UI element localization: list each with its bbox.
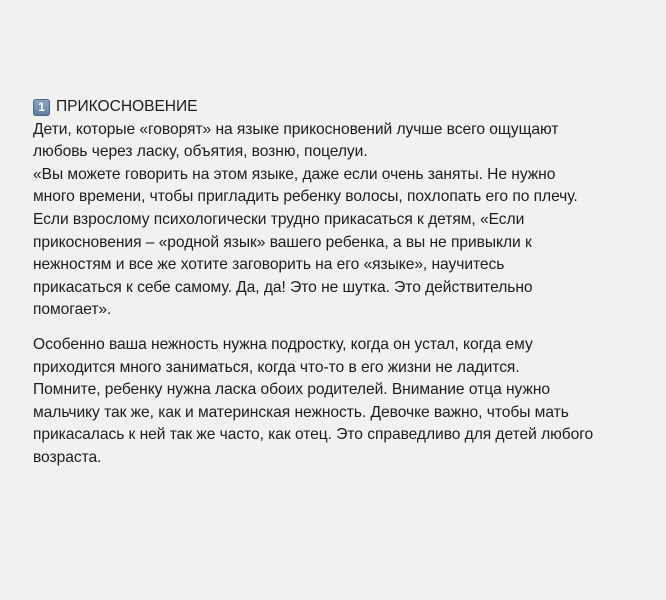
text-line: любовь через ласку, объятия, возню, поцелуи. (33, 143, 368, 161)
text-line: Дети, которые «говорят» на языке прикосновений лучше всего ощущают (33, 120, 559, 138)
paragraph-2 (33, 334, 653, 470)
text-line: «Вы можете говорить на этом языке, даже если очень заняты. Не нужно (33, 165, 556, 183)
text-line: нежностям и все же хотите заговорить на его «языке», научитесь (33, 256, 505, 274)
text-line: помогает». (33, 301, 112, 319)
text-line: Особенно ваша нежность нужна подростку, когда он устал, когда ему (33, 335, 533, 353)
text-line: прикосновения – «родной язык» вашего ребенка, а вы не привыкли к (33, 233, 532, 251)
text-line: приходится много заниматься, когда что-то в его жизни не ладится. (33, 358, 520, 376)
section-title: ПРИКОСНОВЕНИЕ (56, 98, 198, 115)
text-line: прикасаться к себе самому. Да, да! Это не шутка. Это действительно (33, 278, 533, 296)
section-heading (33, 96, 653, 119)
keycap-digit-one-icon: 1 (33, 99, 50, 116)
text-line: Если взрослому психологически трудно прикасаться к детям, «Если (33, 210, 525, 228)
text-line: прикасалась к ней так же часто, как отец. Это справедливо для детей любого (33, 426, 594, 444)
text-line: Помните, ребенку нужна ласка обоих родителей. Внимание отца нужно (33, 381, 551, 399)
text-line: много времени, чтобы пригладить ребенку волосы, похлопать его по плечу. (33, 188, 578, 206)
text-line: возраста. (33, 448, 102, 466)
text-content (33, 96, 653, 470)
paragraph-1 (33, 119, 653, 322)
text-line: мальчику так же, как и материнская нежность. Девочке важно, чтобы мать (33, 403, 569, 421)
